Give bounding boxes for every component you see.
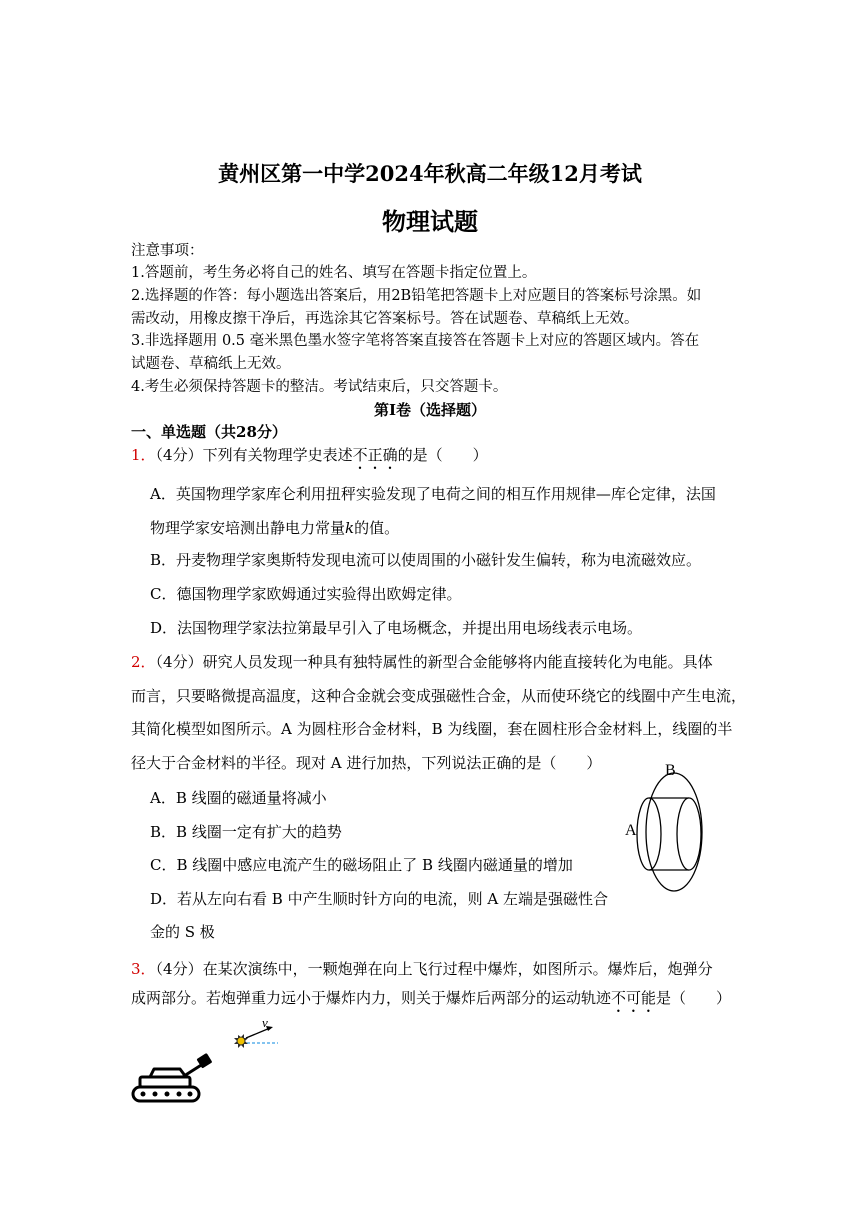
label-a: A — [625, 822, 637, 839]
option-b: B．B 线圈一定有扩大的趋势 — [150, 823, 342, 841]
question-number: 3． — [131, 960, 156, 978]
label-b: B — [665, 762, 676, 779]
tank-icon — [133, 1055, 210, 1101]
volume-title: 第Ⅰ卷（选择题） — [373, 401, 487, 419]
option-c: C．德国物理学家欧姆通过实验得出欧姆定律。 — [150, 585, 462, 603]
cylinder-right-end — [677, 798, 701, 870]
coil-cylinder-figure — [618, 758, 718, 894]
option-b: B．丹麦物理学家奥斯特发现电流可以使周围的小磁针发生偏转，称为电流磁效应。 — [150, 551, 702, 569]
subject-title: 物理试题 — [382, 208, 478, 236]
exam-title: 黄州区第一中学2024年秋高二年级12月考试 — [218, 161, 642, 186]
option-a: A．英国物理学家库仑利用扭秤实验发现了电荷之间的相互作用规律—库仑定律，法国 — [150, 485, 716, 503]
question-2-line: 径大于合金材料的半径。现对 A 进行加热，下列说法正确的是（ ） — [131, 754, 602, 772]
question-3-line: 成两部分。若炮弹重力远小于爆炸内力，则关于爆炸后两部分的运动轨迹不可能是（ ） — [131, 989, 732, 1007]
notice-line: 3.非选择题用 0.5 毫米黑色墨水签字笔将答案直接答在答题卡上对应的答题区域内。答在 — [131, 333, 700, 349]
label-v: v — [262, 1015, 268, 1030]
question-3-stem: 3．（4分）在某次演练中，一颗炮弹在向上飞行过程中爆炸，如图所示。爆炸后，炮弹分 — [131, 960, 713, 978]
question-2-line: 其简化模型如图所示。A 为圆柱形合金材料，B 为线圈，套在圆柱形合金材料上，线圈的半 — [131, 720, 733, 738]
question-1-stem: 1．（4分）下列有关物理学史表述不正确的是（ ） — [131, 446, 488, 464]
option-d: D．若从左向右看 B 中产生顺时针方向的电流，则 A 左端是强磁性合 — [150, 890, 608, 908]
question-2-stem: 2．（4分）研究人员发现一种具有独特属性的新型合金能够将内能直接转化为电能。具体 — [131, 653, 713, 671]
question-2-line: 而言，只要略微提高温度，这种合金就会变成强磁性合金，从而使环绕它的线圈中产生电流， — [131, 687, 747, 705]
section-title: 一、单选题（共28分） — [131, 423, 287, 441]
tank-shell-figure — [128, 1015, 288, 1110]
notice-heading: 注意事项： — [131, 243, 204, 259]
explosion-icon — [234, 1034, 248, 1048]
notice-line: 1.答题前，考生务必将自己的姓名、填写在答题卡指定位置上。 — [131, 265, 537, 281]
option-c: C．B 线圈中感应电流产生的磁场阻止了 B 线圈内磁通量的增加 — [150, 856, 573, 874]
emphasis-text: 不可能 — [611, 989, 657, 1007]
question-number: 1． — [131, 446, 156, 464]
option-a-continued: 物理学家安培测出静电力常量k的值。 — [150, 519, 400, 537]
notice-line: 试题卷、草稿纸上无效。 — [131, 356, 291, 372]
question-number: 2． — [131, 653, 156, 671]
emphasis-text: 不正确 — [352, 446, 398, 464]
notice-line: 2.选择题的作答：每小题选出答案后，用2B铅笔把答题卡上对应题目的答案标号涂黑。如 — [131, 288, 702, 304]
notice-line: 需改动，用橡皮擦干净后，再选涂其它答案标号。答在试题卷、草稿纸上无效。 — [131, 311, 639, 327]
option-d-continued: 金的 S 极 — [150, 923, 215, 941]
option-a: A．B 线圈的磁通量将减小 — [150, 789, 327, 807]
option-d: D．法国物理学家法拉第最早引入了电场概念，并提出用电场线表示电场。 — [150, 619, 643, 637]
notice-line: 4.考生必须保持答题卡的整洁。考试结束后，只交答题卡。 — [131, 379, 508, 395]
